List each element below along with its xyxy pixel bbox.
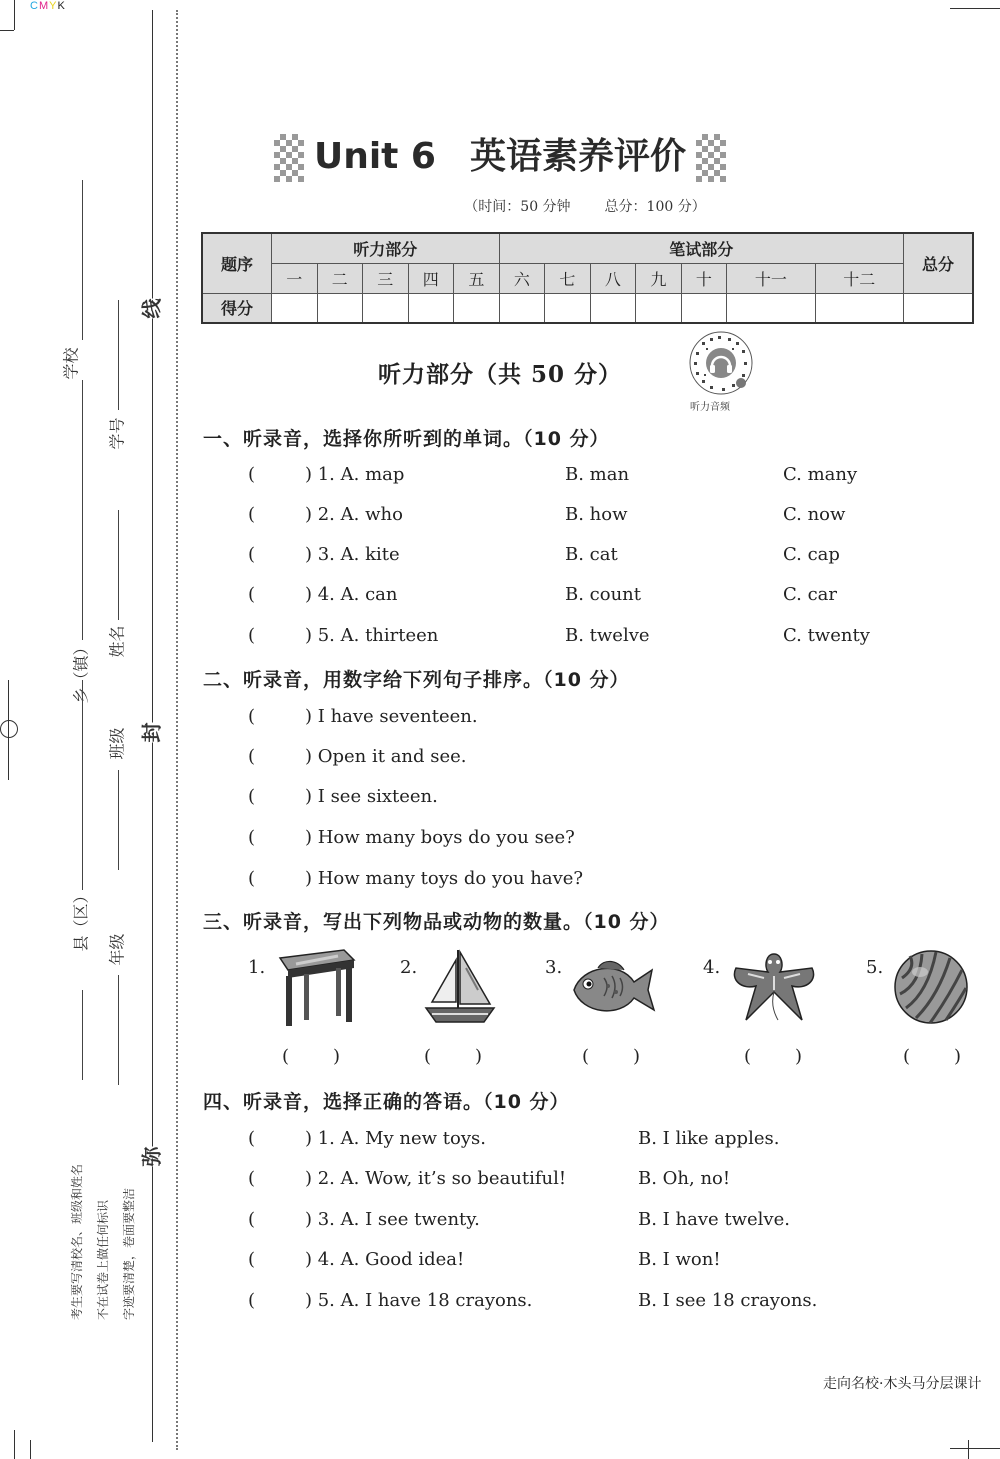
field-class: 班级 bbox=[107, 727, 127, 760]
item-number: 一 bbox=[272, 263, 318, 293]
part4-item bbox=[248, 1128, 486, 1149]
cmyk-m: M bbox=[38, 0, 50, 12]
answer-bracket[interactable]: ( ) bbox=[744, 1046, 803, 1067]
item-number: 四 bbox=[408, 263, 454, 293]
part1-item bbox=[248, 625, 438, 646]
county-blank[interactable] bbox=[82, 680, 83, 890]
sentence-text: I see sixteen. bbox=[317, 786, 438, 807]
question-text: 3. A. I see twenty. bbox=[317, 1209, 480, 1230]
answer-bracket[interactable]: ( ) bbox=[248, 1290, 312, 1311]
cmyk-y: Y bbox=[49, 0, 58, 12]
score-cell[interactable] bbox=[317, 293, 363, 323]
answer-bracket[interactable]: ( ) bbox=[248, 625, 312, 646]
row-label: 题序 bbox=[202, 233, 272, 293]
answer-bracket[interactable]: ( ) bbox=[248, 706, 312, 727]
part4-item bbox=[248, 1249, 464, 1270]
score-cell[interactable] bbox=[408, 293, 454, 323]
part2-item bbox=[248, 868, 583, 889]
exam-total: 总分：100 分） bbox=[604, 199, 706, 215]
kite-icon bbox=[728, 946, 820, 1028]
crop-mark bbox=[14, 0, 15, 30]
option-c: C. cap bbox=[783, 544, 840, 565]
part1-title: 一、听录音，选择你所听到的单词。（10 分） bbox=[203, 428, 610, 450]
question-text: 2. A. Wow, it’s so beautiful! bbox=[317, 1168, 567, 1189]
crop-mark bbox=[0, 30, 14, 31]
score-label: 得分 bbox=[202, 293, 272, 323]
qr-code-icon[interactable] bbox=[688, 330, 754, 396]
option-c: C. many bbox=[783, 464, 858, 485]
answer-bracket[interactable]: ( ) bbox=[903, 1046, 962, 1067]
qr-caption: 听力音频 bbox=[690, 402, 730, 413]
cmyk-k: K bbox=[57, 0, 66, 12]
grade-blank[interactable] bbox=[118, 975, 119, 1085]
crop-mark bbox=[968, 1440, 969, 1459]
watermelon-icon bbox=[892, 948, 970, 1026]
grade-blank-left[interactable] bbox=[82, 990, 83, 1080]
question-text: 4. A. Good idea! bbox=[317, 1249, 465, 1270]
cmyk-marks bbox=[30, 0, 66, 12]
option-b: B. how bbox=[565, 504, 628, 525]
question-text: 1. A. My new toys. bbox=[317, 1128, 486, 1149]
part1-item bbox=[248, 504, 403, 525]
question-text: 1. A. map bbox=[317, 464, 405, 485]
total-header: 总分 bbox=[904, 233, 974, 293]
answer-bracket[interactable]: ( ) bbox=[248, 1128, 312, 1149]
notice-line: 字迹要清楚，卷面要整洁 bbox=[122, 1187, 136, 1320]
part1-item bbox=[248, 544, 400, 565]
part2-item bbox=[248, 786, 438, 807]
picture-number: 3. bbox=[545, 957, 563, 978]
part1-item bbox=[248, 464, 404, 485]
option-b: B. twelve bbox=[565, 625, 650, 646]
cut-mark-seal: 封 bbox=[134, 723, 167, 743]
item-number: 八 bbox=[590, 263, 636, 293]
item-number: 十二 bbox=[815, 263, 904, 293]
item-number: 十一 bbox=[727, 263, 815, 293]
question-text: 5. A. I have 18 crayons. bbox=[317, 1290, 533, 1311]
part3-title: 三、听录音，写出下列物品或动物的数量。（10 分） bbox=[203, 911, 670, 933]
answer-bracket[interactable]: ( ) bbox=[424, 1046, 483, 1067]
answer-bracket[interactable]: ( ) bbox=[248, 868, 312, 889]
title-text: 英语素养评价 bbox=[469, 136, 686, 177]
registration-target-icon bbox=[0, 720, 18, 738]
option-b: B. man bbox=[565, 464, 630, 485]
answer-bracket[interactable]: ( ) bbox=[248, 786, 312, 807]
crop-mark bbox=[950, 1448, 1000, 1449]
page-title bbox=[0, 128, 1000, 182]
field-student-number: 学号 bbox=[107, 417, 127, 450]
option-c: C. twenty bbox=[783, 625, 870, 646]
option-b: B. cat bbox=[565, 544, 618, 565]
option-c: C. car bbox=[783, 584, 837, 605]
answer-bracket[interactable]: ( ) bbox=[248, 1209, 312, 1230]
item-number: 二 bbox=[317, 263, 363, 293]
item-number: 九 bbox=[636, 263, 682, 293]
option-b: B. I won! bbox=[638, 1249, 721, 1270]
score-cell[interactable] bbox=[727, 293, 815, 323]
score-cell[interactable] bbox=[499, 293, 545, 323]
item-number: 十 bbox=[681, 263, 727, 293]
answer-bracket[interactable]: ( ) bbox=[248, 827, 312, 848]
score-table bbox=[201, 232, 974, 324]
picture-number: 4. bbox=[703, 957, 721, 978]
option-b: B. I see 18 crayons. bbox=[638, 1290, 818, 1311]
crop-mark bbox=[950, 8, 1000, 9]
field-name: 姓名 bbox=[107, 625, 127, 658]
cut-dotted-line bbox=[176, 10, 178, 1450]
sentence-text: I have seventeen. bbox=[317, 706, 478, 727]
picture-number: 2. bbox=[400, 957, 418, 978]
cut-mark-close: 弥 bbox=[134, 1147, 167, 1167]
answer-bracket[interactable]: ( ) bbox=[248, 464, 312, 485]
answer-bracket[interactable]: ( ) bbox=[248, 1249, 312, 1270]
field-township: 乡（镇） bbox=[71, 639, 91, 704]
desk-icon bbox=[274, 946, 356, 1030]
question-text: 4. A. can bbox=[317, 584, 398, 605]
answer-bracket[interactable]: ( ) bbox=[248, 746, 312, 767]
unit-label: Unit 6 bbox=[313, 136, 436, 177]
class-blank[interactable] bbox=[118, 770, 119, 870]
part2-item bbox=[248, 706, 478, 727]
question-text: 5. A. thirteen bbox=[317, 625, 439, 646]
written-header: 笔试部分 bbox=[499, 233, 903, 263]
item-number: 六 bbox=[499, 263, 545, 293]
part4-item bbox=[248, 1168, 566, 1189]
fish-icon bbox=[568, 956, 656, 1022]
option-b: B. count bbox=[565, 584, 642, 605]
item-number: 三 bbox=[363, 263, 409, 293]
cmyk-c: C bbox=[30, 0, 39, 12]
question-text: 3. A. kite bbox=[317, 544, 400, 565]
score-cell[interactable] bbox=[590, 293, 636, 323]
part2-item bbox=[248, 746, 467, 767]
crop-mark bbox=[14, 1430, 15, 1459]
listening-section-heading: 听力部分（共 50 分） bbox=[377, 361, 623, 388]
checker-decoration-icon bbox=[696, 134, 726, 182]
option-c: C. now bbox=[783, 504, 846, 525]
answer-bracket[interactable]: ( ) bbox=[282, 1046, 341, 1067]
answer-bracket[interactable]: ( ) bbox=[248, 544, 312, 565]
sentence-text: Open it and see. bbox=[317, 746, 467, 767]
score-cell[interactable] bbox=[363, 293, 409, 323]
score-cell[interactable] bbox=[545, 293, 591, 323]
part4-title: 四、听录音，选择正确的答语。（10 分） bbox=[203, 1091, 570, 1113]
field-county: 县（区） bbox=[71, 887, 91, 952]
option-b: B. I like apples. bbox=[638, 1128, 780, 1149]
exam-notice bbox=[38, 1130, 158, 1330]
name-blank[interactable] bbox=[118, 510, 119, 620]
part4-item bbox=[248, 1290, 532, 1311]
township-blank[interactable] bbox=[82, 380, 83, 640]
answer-bracket[interactable]: ( ) bbox=[248, 1168, 312, 1189]
notice-line: 不在试卷上做任何标识 bbox=[96, 1199, 110, 1320]
exam-info bbox=[0, 196, 1000, 216]
crop-mark bbox=[30, 1440, 31, 1459]
item-number: 五 bbox=[454, 263, 500, 293]
part4-item bbox=[248, 1209, 480, 1230]
score-cell[interactable] bbox=[681, 293, 727, 323]
option-b: B. Oh, no! bbox=[638, 1168, 731, 1189]
score-cell[interactable] bbox=[272, 293, 318, 323]
question-text: 2. A. who bbox=[317, 504, 403, 525]
notice-line: 考生要写清校名、班级和姓名 bbox=[70, 1163, 84, 1320]
field-school: 学校 bbox=[61, 347, 81, 380]
part1-item bbox=[248, 584, 397, 605]
picture-number: 1. bbox=[248, 957, 266, 978]
sailboat-icon bbox=[422, 946, 498, 1028]
part2-title: 二、听录音，用数字给下列句子排序。（10 分） bbox=[203, 669, 630, 691]
listening-header: 听力部分 bbox=[272, 233, 500, 263]
checker-decoration-icon bbox=[274, 134, 304, 182]
score-cell[interactable] bbox=[815, 293, 904, 323]
answer-bracket[interactable]: ( ) bbox=[248, 584, 312, 605]
total-score-cell[interactable] bbox=[904, 293, 974, 323]
part2-item bbox=[248, 827, 575, 848]
answer-bracket[interactable]: ( ) bbox=[582, 1046, 641, 1067]
score-cell[interactable] bbox=[454, 293, 500, 323]
item-number: 七 bbox=[545, 263, 591, 293]
exam-time: （时间：50 分钟 bbox=[464, 199, 571, 215]
student-number-blank[interactable] bbox=[118, 300, 119, 410]
option-b: B. I have twelve. bbox=[638, 1209, 790, 1230]
score-cell[interactable] bbox=[636, 293, 682, 323]
field-grade: 年级 bbox=[107, 933, 127, 966]
answer-bracket[interactable]: ( ) bbox=[248, 504, 312, 525]
sentence-text: How many toys do you have? bbox=[317, 868, 584, 889]
sentence-text: How many boys do you see? bbox=[317, 827, 575, 848]
footer-series: 走向名校·木头马分层课计 bbox=[823, 1376, 982, 1392]
cut-mark-line: 线 bbox=[134, 299, 167, 319]
picture-number: 5. bbox=[866, 957, 884, 978]
